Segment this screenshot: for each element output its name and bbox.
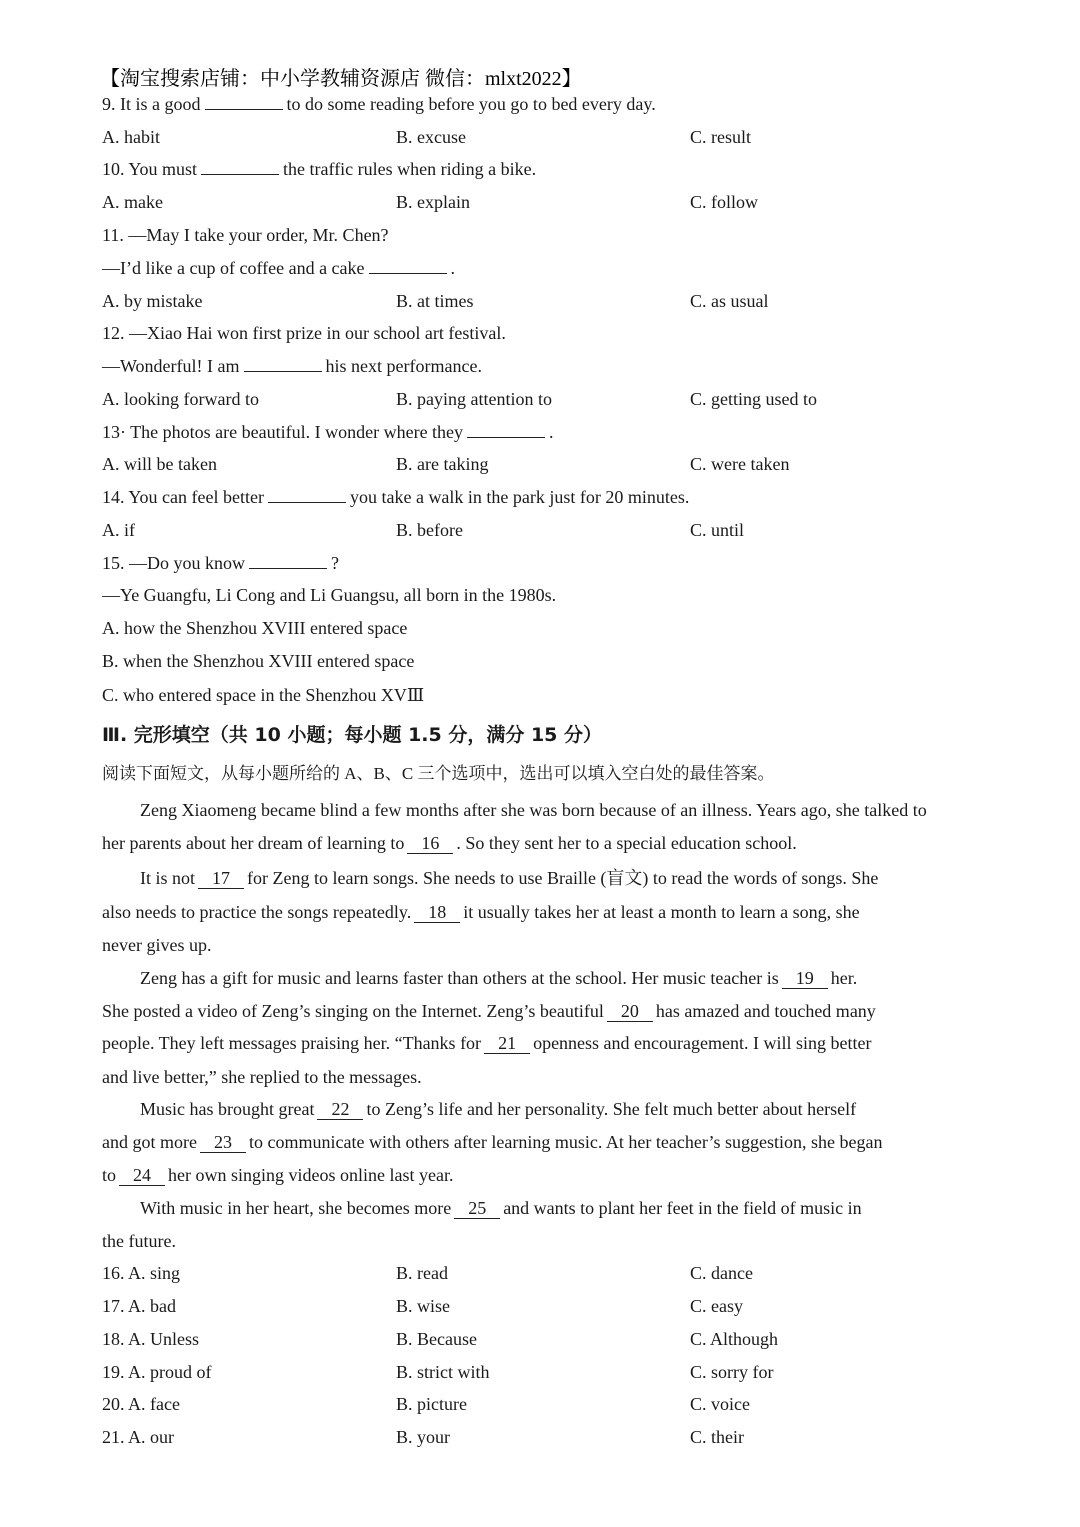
stem-text: to do some reading before you go to bed every day. bbox=[286, 94, 656, 114]
passage-text: openness and encouragement. I will sing better bbox=[533, 1033, 872, 1053]
option-c: C. getting used to bbox=[690, 389, 817, 409]
passage-line bbox=[102, 998, 876, 1024]
option-a: A. will be taken bbox=[102, 454, 217, 474]
option-a: 21. A. our bbox=[102, 1427, 174, 1447]
passage-line: and live better,” she replied to the messages. bbox=[102, 1067, 422, 1087]
option-c: C. as usual bbox=[690, 291, 769, 311]
option-a: 18. A. Unless bbox=[102, 1329, 200, 1349]
stem-text: ? bbox=[331, 553, 339, 573]
answer-blank bbox=[268, 484, 346, 503]
blank-number: 20 bbox=[607, 1001, 653, 1022]
stem-text: you take a walk in the park just for 20 minutes. bbox=[349, 487, 690, 507]
option-b: B. your bbox=[396, 1427, 450, 1447]
passage-line bbox=[140, 965, 857, 991]
passage-text: for Zeng to learn songs. She needs to use Braille (盲文) to read the words of songs. She bbox=[247, 868, 879, 888]
passage-text: She posted a video of Zeng’s singing on the Internet. Zeng’s beautiful bbox=[102, 1001, 604, 1021]
blank-number: 24 bbox=[119, 1165, 165, 1186]
stem-text: . bbox=[450, 258, 456, 278]
option-b: B. Because bbox=[396, 1329, 477, 1349]
option-a: 16. A. sing bbox=[102, 1263, 181, 1283]
question-9-stem bbox=[102, 91, 656, 117]
answer-blank bbox=[369, 255, 447, 274]
blank-number: 16 bbox=[407, 833, 453, 854]
option-b: B. strict with bbox=[396, 1362, 490, 1382]
blank-number: 25 bbox=[454, 1198, 500, 1219]
passage-text: it usually takes her at least a month to learn a song, she bbox=[463, 902, 860, 922]
passage-line bbox=[102, 1129, 882, 1155]
option-b: B. excuse bbox=[396, 127, 466, 147]
passage-line bbox=[140, 865, 878, 891]
question-11-stem bbox=[102, 255, 455, 281]
option-a: 20. A. face bbox=[102, 1394, 180, 1414]
shop-header: 【淘宝搜索店铺：中小学教辅资源店 微信：mlxt2022】 bbox=[100, 68, 582, 90]
passage-line bbox=[102, 1030, 871, 1056]
option-c: C. who entered space in the Shenzhou XVⅢ bbox=[102, 685, 425, 705]
option-c: C. follow bbox=[690, 192, 759, 212]
passage-text: It is not bbox=[140, 868, 196, 888]
option-a: A. habit bbox=[102, 127, 160, 147]
passage-text: Zeng has a gift for music and learns faster than others at the school. Her music teacher is bbox=[140, 968, 779, 988]
option-c: C. dance bbox=[690, 1263, 753, 1283]
stem-text: 15. —Do you know bbox=[102, 553, 245, 573]
option-a: A. how the Shenzhou XVIII entered space bbox=[102, 618, 408, 638]
passage-text: has amazed and touched many bbox=[655, 1001, 876, 1021]
question-14-stem bbox=[102, 484, 689, 510]
passage-line: Zeng Xiaomeng became blind a few months after she was born because of an illness. Years ago, she talked to bbox=[140, 800, 927, 820]
option-c: C. Although bbox=[690, 1329, 779, 1349]
section-instruction: 阅读下面短文，从每小题所给的 A、B、C 三个选项中，选出可以填入空白处的最佳答案。 bbox=[102, 764, 775, 783]
answer-blank bbox=[201, 156, 279, 175]
option-c: C. result bbox=[690, 127, 751, 147]
option-c: C. until bbox=[690, 520, 745, 540]
passage-text: . So they sent her to a special education school. bbox=[456, 833, 797, 853]
passage-text: Music has brought great bbox=[140, 1099, 315, 1119]
option-b: B. before bbox=[396, 520, 463, 540]
blank-number: 19 bbox=[782, 968, 828, 989]
option-a: 17. A. bad bbox=[102, 1296, 176, 1316]
blank-number: 18 bbox=[414, 902, 460, 923]
section-title: Ⅲ. 完形填空（共 10 小题；每小题 1.5 分，满分 15 分） bbox=[102, 724, 603, 746]
stem-text: 10. You must bbox=[102, 159, 198, 179]
question-12-stem bbox=[102, 353, 482, 379]
option-b: B. wise bbox=[396, 1296, 450, 1316]
blank-number: 17 bbox=[198, 868, 244, 889]
passage-line: never gives up. bbox=[102, 935, 212, 955]
passage-line bbox=[140, 1195, 862, 1221]
blank-number: 23 bbox=[200, 1132, 246, 1153]
passage-text: and got more bbox=[102, 1132, 197, 1152]
stem-text: . bbox=[549, 422, 554, 442]
option-b: B. picture bbox=[396, 1394, 467, 1414]
option-a: A. looking forward to bbox=[102, 389, 259, 409]
blank-number: 21 bbox=[484, 1033, 530, 1054]
stem-text: —Wonderful! I am bbox=[102, 356, 240, 376]
option-c: C. voice bbox=[690, 1394, 750, 1414]
option-c: C. sorry for bbox=[690, 1362, 774, 1382]
passage-line bbox=[102, 830, 797, 856]
passage-line: the future. bbox=[102, 1231, 176, 1251]
option-a: 19. A. proud of bbox=[102, 1362, 212, 1382]
passage-line bbox=[140, 1096, 856, 1122]
stem-text: 13· The photos are beautiful. I wonder where they bbox=[102, 422, 464, 442]
question-11-line1: 11. —May I take your order, Mr. Chen? bbox=[102, 225, 389, 245]
passage-text: people. They left messages praising her. “Thanks for bbox=[102, 1033, 482, 1053]
option-a: A. make bbox=[102, 192, 163, 212]
passage-text: to Zeng’s life and her personality. She felt much better about herself bbox=[366, 1099, 857, 1119]
passage-line bbox=[102, 1162, 453, 1188]
passage-text: to bbox=[102, 1165, 117, 1185]
passage-text: With music in her heart, she becomes more bbox=[140, 1198, 452, 1218]
option-b: B. read bbox=[396, 1263, 448, 1283]
question-10-stem bbox=[102, 156, 536, 182]
stem-text: —I’d like a cup of coffee and a cake bbox=[102, 258, 365, 278]
stem-text: the traffic rules when riding a bike. bbox=[283, 159, 537, 179]
option-c: C. easy bbox=[690, 1296, 743, 1316]
option-c: C. were taken bbox=[690, 454, 790, 474]
passage-text: her parents about her dream of learning to bbox=[102, 833, 405, 853]
stem-text: 9. It is a good bbox=[102, 94, 201, 114]
answer-blank bbox=[467, 419, 545, 438]
option-b: B. when the Shenzhou XVIII entered space bbox=[102, 651, 415, 671]
question-13-stem bbox=[102, 419, 554, 445]
answer-blank bbox=[249, 550, 327, 569]
question-15-stem bbox=[102, 550, 339, 576]
passage-text: to communicate with others after learning music. At her teacher’s suggestion, she began bbox=[248, 1132, 883, 1152]
passage-line bbox=[102, 899, 860, 925]
option-a: A. by mistake bbox=[102, 291, 203, 311]
passage-text: and wants to plant her feet in the field of music in bbox=[503, 1198, 862, 1218]
stem-text: his next performance. bbox=[325, 356, 482, 376]
option-b: B. at times bbox=[396, 291, 474, 311]
answer-blank bbox=[244, 353, 322, 372]
answer-blank bbox=[205, 91, 283, 110]
option-a: A. if bbox=[102, 520, 135, 540]
question-15-answer-line: —Ye Guangfu, Li Cong and Li Guangsu, all born in the 1980s. bbox=[102, 585, 557, 605]
option-b: B. paying attention to bbox=[396, 389, 552, 409]
question-12-line1: 12. —Xiao Hai won first prize in our school art festival. bbox=[102, 323, 506, 343]
passage-text: her. bbox=[830, 968, 858, 988]
option-c: C. their bbox=[690, 1427, 744, 1447]
blank-number: 22 bbox=[317, 1099, 363, 1120]
option-b: B. are taking bbox=[396, 454, 489, 474]
passage-text: her own singing videos online last year. bbox=[168, 1165, 454, 1185]
option-b: B. explain bbox=[396, 192, 470, 212]
passage-text: also needs to practice the songs repeatedly. bbox=[102, 902, 412, 922]
stem-text: 14. You can feel better bbox=[102, 487, 264, 507]
